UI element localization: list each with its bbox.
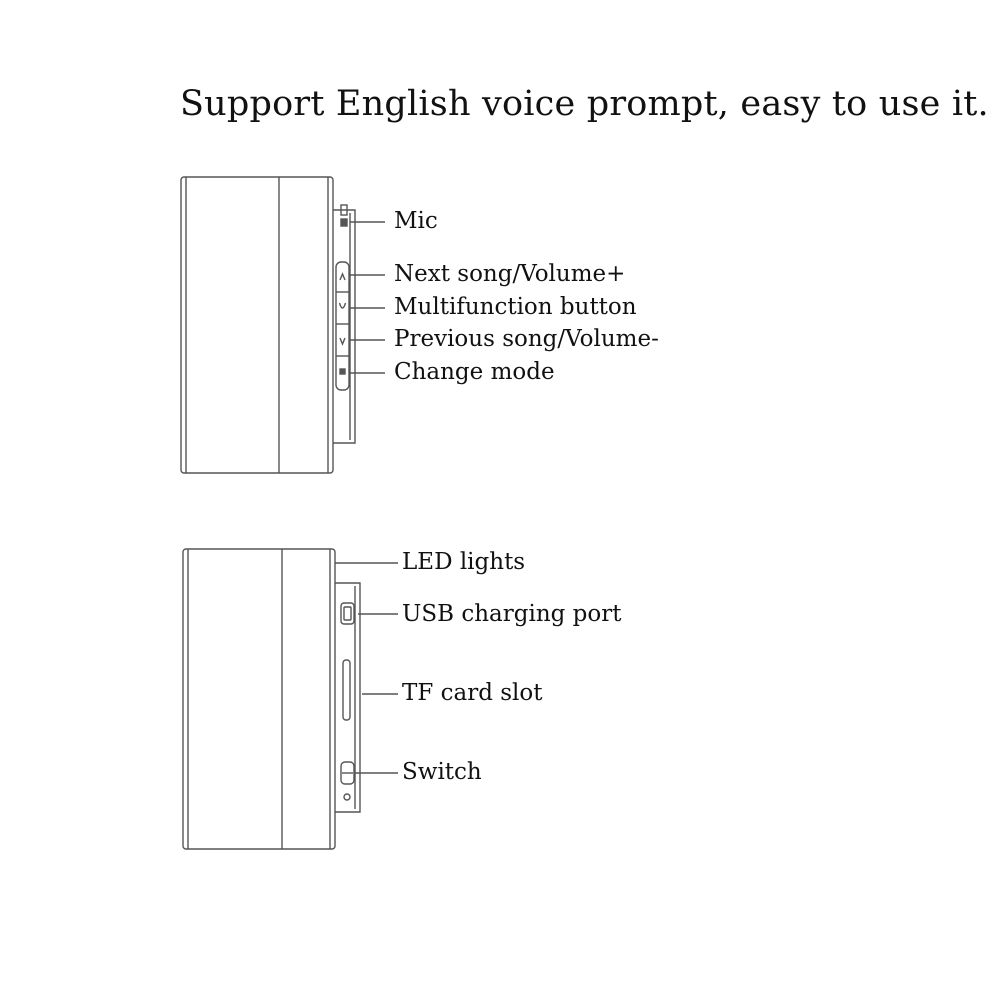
tf-slot-icon xyxy=(343,660,350,720)
multifunction-icon xyxy=(340,303,346,308)
speaker-bottom-view xyxy=(183,549,398,849)
port-panel xyxy=(335,583,360,812)
mic-icon xyxy=(341,205,347,226)
mode-icon xyxy=(340,369,345,374)
headline: Support English voice prompt, easy to use it. xyxy=(180,84,989,124)
label-next-song-volume-up: Next song/Volume+ xyxy=(394,261,626,287)
usb-port-icon xyxy=(341,603,354,624)
label-mic: Mic xyxy=(394,208,438,234)
label-tf-card-slot: TF card slot xyxy=(402,680,543,706)
power-icon xyxy=(344,794,350,800)
label-multifunction-button: Multifunction button xyxy=(394,294,637,320)
label-previous-song-volume-down: Previous song/Volume- xyxy=(394,326,659,352)
next-volume-up-icon xyxy=(340,274,345,280)
speaker-body xyxy=(181,177,333,473)
label-switch: Switch xyxy=(402,759,482,785)
label-usb-charging-port: USB charging port xyxy=(402,601,622,627)
label-change-mode: Change mode xyxy=(394,359,555,385)
speaker-body xyxy=(183,549,335,849)
label-led-lights: LED lights xyxy=(402,549,526,575)
previous-volume-down-icon xyxy=(340,338,345,344)
speaker-top-view xyxy=(181,177,385,473)
